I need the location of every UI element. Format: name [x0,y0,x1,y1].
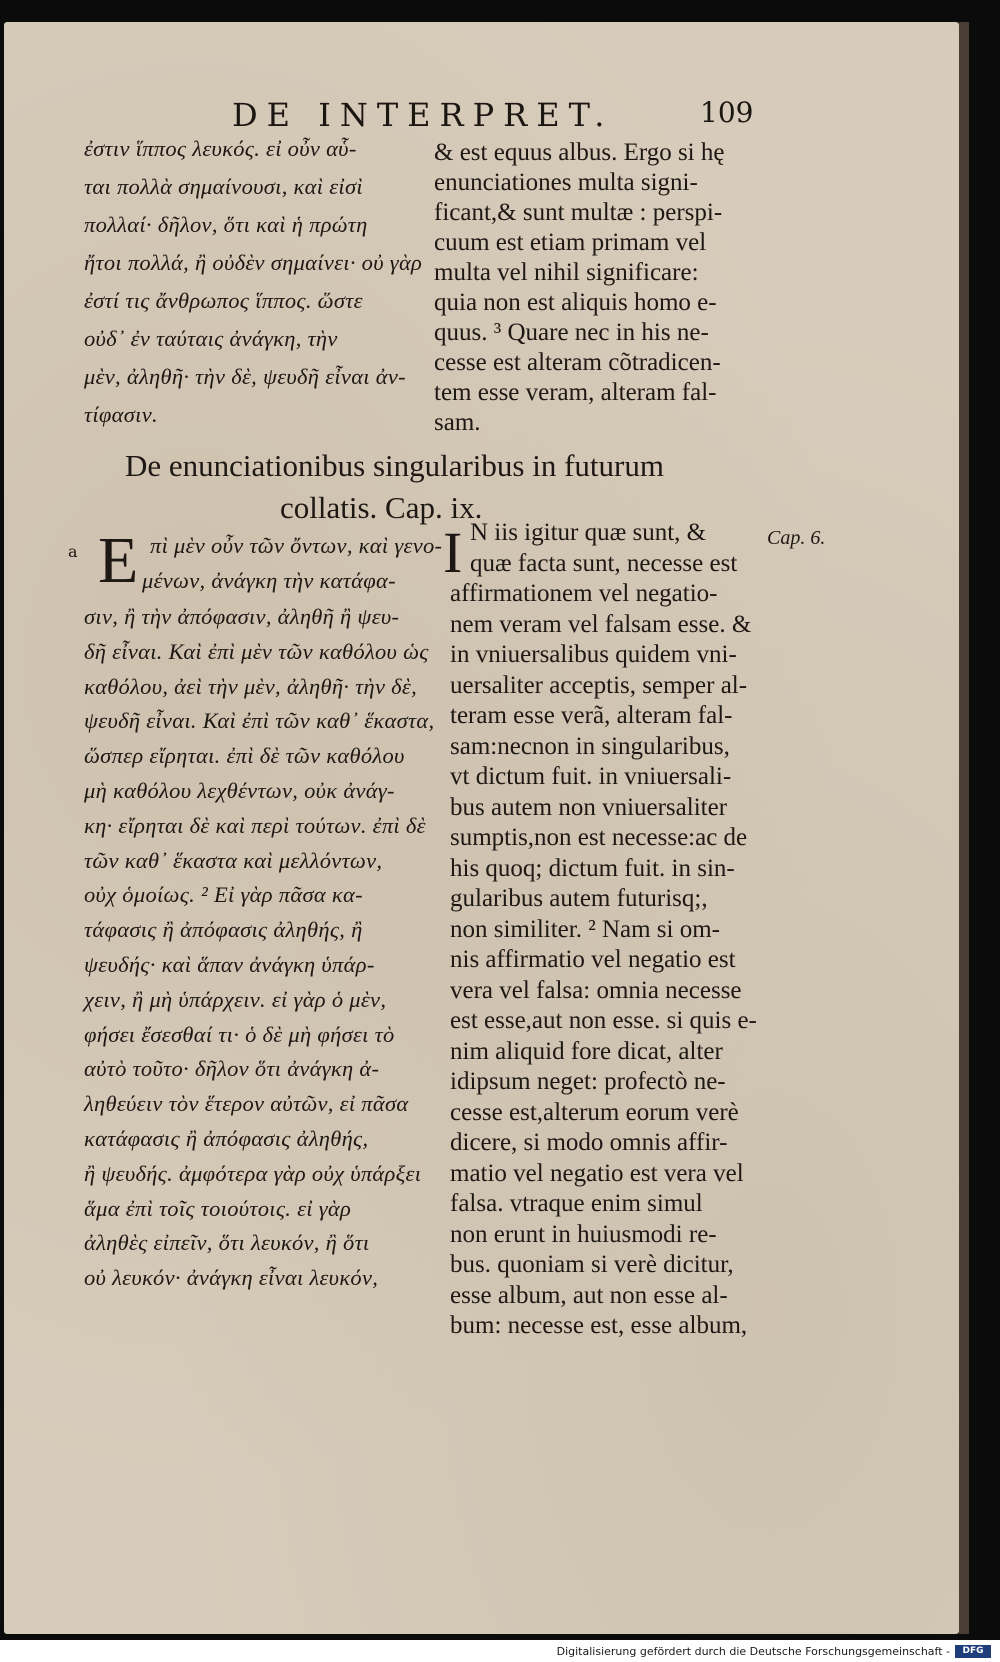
latin-line: quæ facta sunt, necesse est [470,549,738,577]
chapter-title: De enunciationibus singularibus in futurum [125,448,664,483]
latin-line: est esse,aut non esse. si quis e- [450,1007,757,1034]
latin-line: matio vel negatio est vera vel [450,1159,744,1187]
latin-line: vera vel falsa: omnia necesse [450,976,742,1004]
latin-line: nim aliquid fore dicat, alter [450,1037,723,1065]
latin-line: cesse est alteram cõtradicen- [434,349,721,376]
running-head: DE INTERPRET. [232,96,614,134]
greek-column [84,600,434,1296]
top-latin-column [434,138,724,438]
page-number: 109 [700,96,754,129]
latin-line: non similiter. ² Nam si om- [450,915,720,943]
greek-line: ἀληθὲς εἰπεῖν, ὅτι λευκόν, ἢ ὅτι [84,1230,370,1256]
latin-line: ficant,& sunt multæ : perspi- [434,199,723,226]
latin-line: nis affirmatio vel negatio est [450,946,736,973]
latin-line: multa vel nihil significare: [434,259,699,286]
latin-line: non erunt in huiusmodi re- [450,1220,717,1248]
latin-line: idipsum neget: profectò ne- [450,1068,726,1095]
margin-mark: a [68,542,78,561]
greek-line: οὐ λευκόν· ἀνάγκη εἶναι λευκόν, [84,1265,379,1291]
margin-note: Cap. 6. [767,527,826,549]
greek-line: τίφασιν. [84,402,158,427]
latin-line: dicere, si modo omnis affir- [450,1129,728,1156]
greek-line: χειν, ἢ μὴ ὑπάρχειν. εἰ γὰρ ὁ μὲν, [84,986,387,1012]
latin-line: in vniuersalibus quidem vni- [450,641,737,668]
latin-line: uersaliter acceptis, semper al- [450,671,748,699]
greek-line: ὥσπερ εἴρηται. ἐπὶ δὲ τῶν καθόλου [84,743,405,769]
greek-line: πὶ μὲν οὖν τῶν ὄντων, καὶ γενο- [150,533,443,558]
greek-line: τῶν καθ᾽ ἕκαστα καὶ μελλόντων, [84,847,383,873]
latin-line: sam:necnon in singularibus, [450,732,730,760]
greek-line: ἤτοι πολλά, ἢ οὐδὲν σημαίνει· οὐ γὰρ [84,250,423,275]
dfg-logo[interactable]: DFG [955,1645,991,1658]
top-greek-column [84,130,422,434]
latin-line: esse album, aut non esse al- [450,1281,728,1309]
latin-line: quus. ³ Quare nec in his ne- [434,319,709,346]
greek-line: μὲν, ἀληθῆ· τὴν δὲ, ψευδῆ εἶναι ἀν- [84,364,406,389]
greek-first-lines [150,528,442,563]
greek-line: ἅμα ἐπὶ τοῖς τοιούτοις. εἰ γὰρ [84,1195,352,1221]
greek-line: ἢ ψευδής. ἀμφότερα γὰρ οὐχ ὑπάρξει [84,1160,422,1186]
latin-line: bum: necesse est, esse album, [450,1312,748,1339]
greek-line: ἐστιν ἵππος λευκός. εἰ οὖν αὗ- [84,136,357,161]
latin-line: nem veram vel falsam esse. & [450,610,752,638]
latin-line: gularibus autem futurisq;, [450,885,708,912]
latin-line: N iis igitur quæ sunt, & [470,519,707,546]
latin-line: sumptis,non est necesse:ac de [450,824,748,851]
latin-line: cuum est etiam primam vel [434,229,707,256]
latin-dropcap: I [443,520,463,585]
greek-line: ἐστί τις ἄνθρωπος ἵππος. ὥστε [84,288,363,313]
greek-line: οὐδ᾽ ἐν ταύταις ἀνάγκη, τὴν [84,326,338,351]
chapter-subtitle: collatis. Cap. ix. [280,490,483,525]
greek-line: ται πολλὰ σημαίνουσι, καὶ εἰσὶ [84,174,363,199]
latin-column [450,579,757,1342]
greek-line: δῆ εἶναι. Καὶ ἐπὶ μὲν τῶν καθόλου ὡς [84,638,429,664]
latin-line: vt dictum fuit. in vniuersali- [450,763,732,790]
latin-line: sam. [434,409,481,436]
latin-line: bus autem non vniuersaliter [450,793,728,821]
greek-second-line [142,563,396,598]
greek-line: σιν, ἢ τὴν ἀπόφασιν, ἀληθῆ ἢ ψευ- [84,604,400,629]
latin-line: & est equus albus. Ergo si hę [434,139,725,166]
greek-line: ψευδής· καὶ ἅπαν ἀνάγκη ὑπάρ- [84,951,375,977]
page-edge [959,22,969,1634]
latin-line: quia non est aliquis homo e- [434,289,717,316]
greek-line: αὐτὸ τοῦτο· δῆλον ὅτι ἀνάγκη ἀ- [84,1056,380,1082]
greek-line: πολλαί· δῆλον, ὅτι καὶ ἡ πρώτη [84,212,368,237]
latin-line: bus. quoniam si verè dicitur, [450,1251,734,1278]
greek-line: κατάφασις ἢ ἀπόφασις ἀληθής, [84,1125,369,1151]
latin-line: teram esse verã, alteram fal- [450,702,733,729]
greek-line: ληθεύειν τὸν ἕτερον αὐτῶν, εἰ πᾶσα [84,1091,409,1117]
latin-line: tem esse veram, alteram fal- [434,379,717,406]
greek-line: τάφασις ἢ ἀπόφασις ἀληθής, ἢ [84,917,363,943]
latin-line: falsa. vtraque enim simul [450,1190,703,1217]
latin-line: enunciationes multa signi- [434,169,698,196]
greek-line: καθόλου, ἀεὶ τὴν μὲν, ἀληθῆ· τὴν δὲ, [84,673,418,699]
latin-line: cesse est,alterum eorum verè [450,1098,739,1126]
latin-line: affirmationem vel negatio- [450,580,718,607]
greek-line: μὴ καθόλου λεχθέντων, οὐκ ἀνάγ- [84,777,395,803]
latin-line: his quoq; dictum fuit. in sin- [450,854,735,882]
latin-first-lines [470,518,737,579]
greek-line: κη· εἴρηται δὲ καὶ περὶ τούτων. ἐπὶ δὲ [84,812,426,838]
greek-line: ψευδῆ εἶναι. Καὶ ἐπὶ τῶν καθ᾽ ἕκαστα, [84,708,435,734]
greek-line: φήσει ἔσεσθαί τι· ὁ δὲ μὴ φήσει τὸ [84,1021,395,1047]
greek-dropcap: E [98,524,139,597]
greek-line: οὐχ ὁμοίως. ² Εἰ γὰρ πᾶσα κα- [84,882,363,908]
greek-line: μένων, ἀνάγκη τὴν κατάφα- [142,568,396,593]
footer-credit: Digitalisierung gefördert durch die Deutsche Forschungsgemeinschaft - [556,1645,950,1658]
